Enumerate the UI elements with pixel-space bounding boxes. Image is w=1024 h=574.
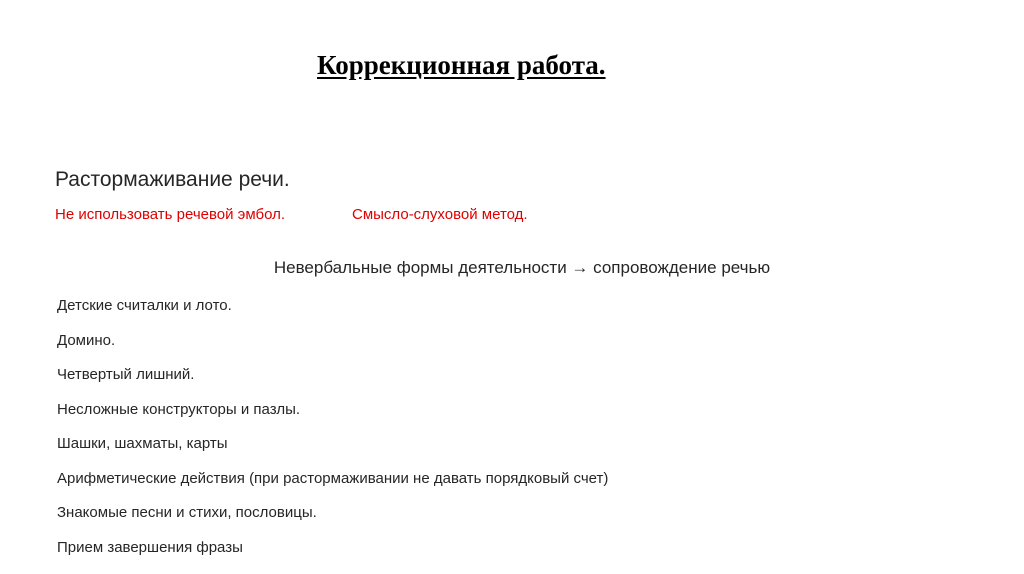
list-item: Домино. [57, 331, 116, 349]
red-note-2: Смысло-слуховой метод. [352, 206, 528, 223]
slide-subtitle: Растормаживание речи. [55, 168, 290, 191]
slide-title: Коррекционная работа. [317, 50, 606, 80]
list-item: Знакомые песни и стихи, пословицы. [57, 504, 317, 521]
center-statement: Невербальные формы деятельности → сопровождение речью [273, 258, 771, 277]
list-item: Шашки, шахматы, карты [57, 435, 228, 452]
list-item: Прием завершения фразы [57, 538, 243, 556]
list-item: Несложные конструкторы и пазлы. [57, 400, 301, 418]
list-item: Детские считалки и лото. [57, 297, 232, 314]
activity-list [57, 296, 608, 572]
red-note-1: Не использовать речевой эмбол. [55, 206, 285, 223]
list-item: Арифметические действия (при растормаживании не давать порядковый счет) [57, 469, 609, 487]
list-item: Четвертый лишний. [57, 366, 195, 383]
